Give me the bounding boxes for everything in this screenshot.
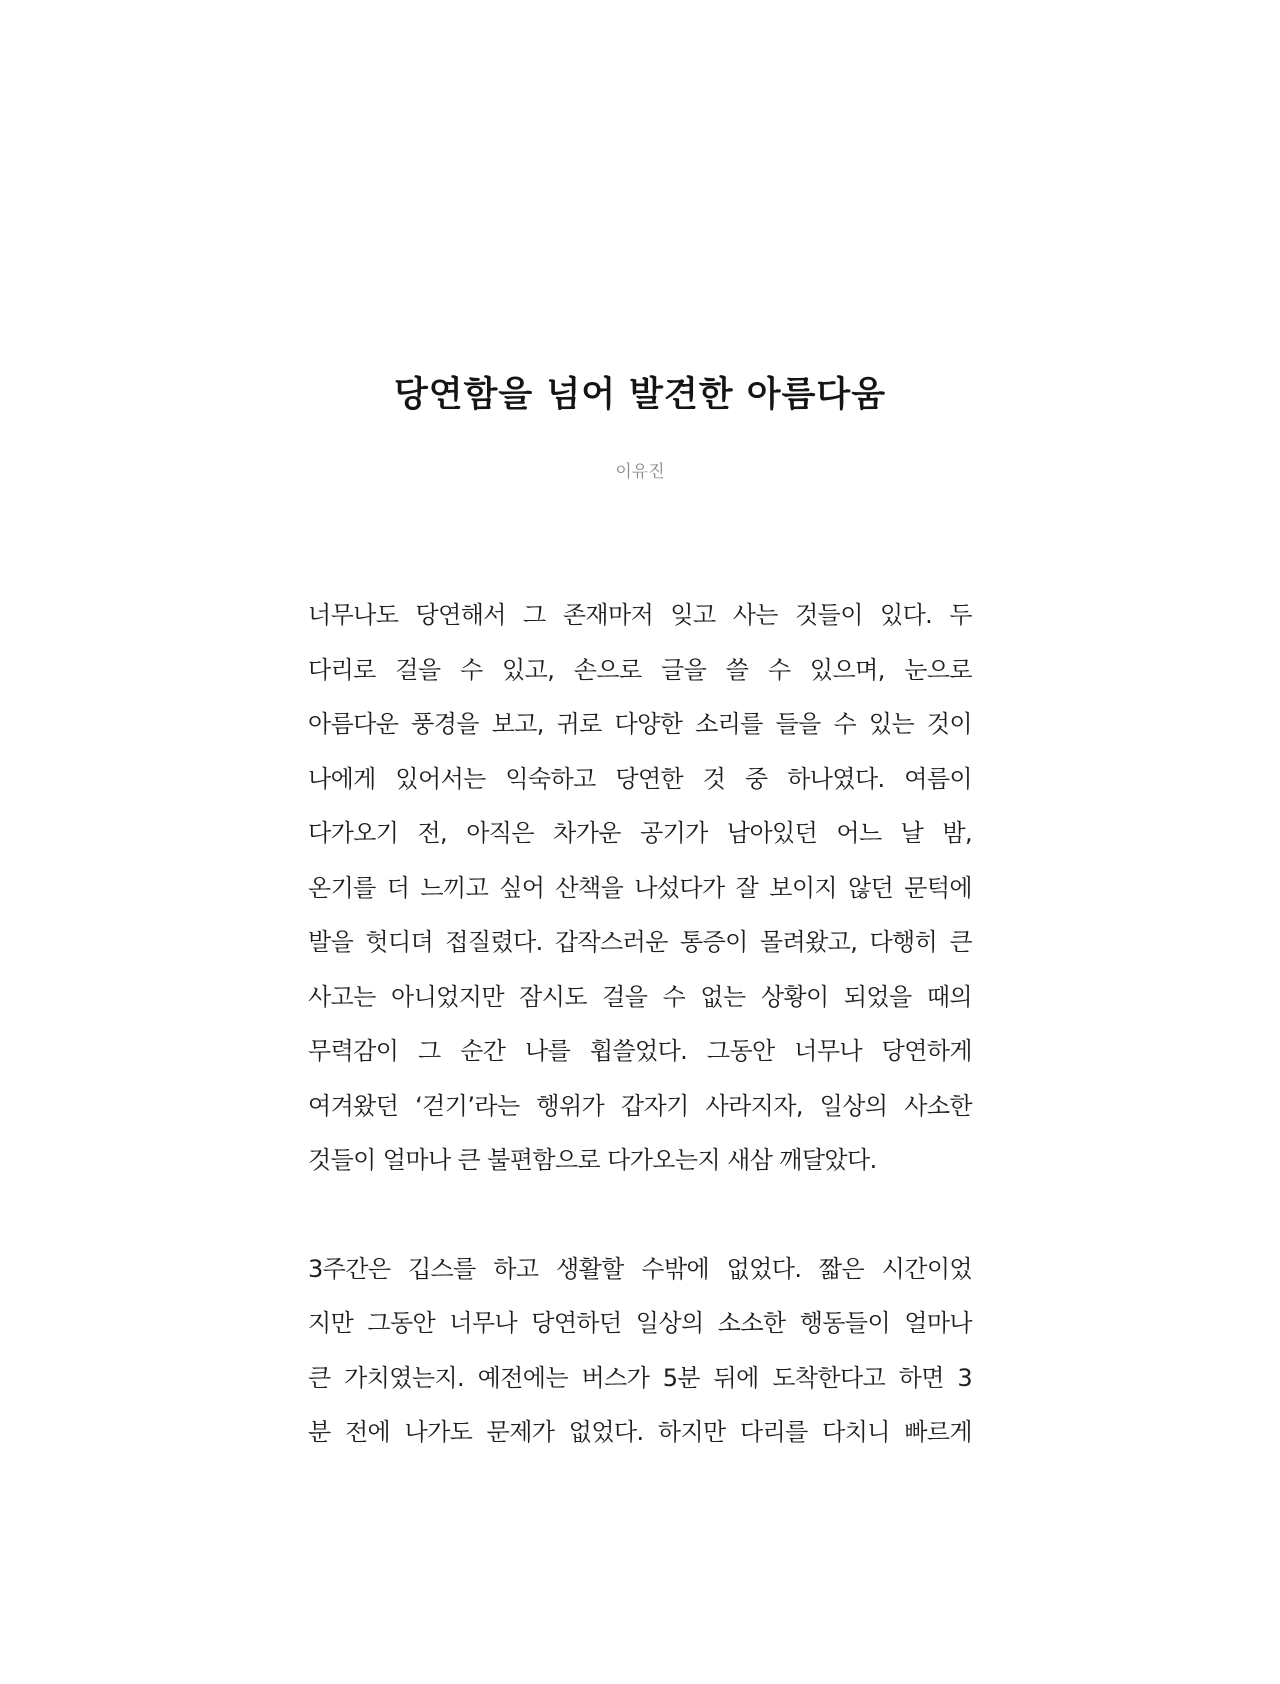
text-line: 3주간은 깁스를 하고 생활할 수밖에 없었다. 짧은 시간이었 (308, 1254, 972, 1283)
text-line: 큰 가치였는지. 예전에는 버스가 5분 뒤에 도착한다고 하면 3 (308, 1363, 972, 1392)
text-line: 나에게 있어서는 익숙하고 당연한 것 중 하나였다. 여름이 (308, 764, 972, 793)
text-line: 분 전에 나가도 문제가 없었다. 하지만 다리를 다치니 빠르게 (308, 1418, 972, 1446)
text-line: 여겨왔던 ‘걷기’라는 행위가 갑자기 사라지자, 일상의 사소한 (308, 1091, 972, 1120)
document-title: 당연함을 넘어 발견한 아름다움 (393, 375, 887, 415)
text-line: 아름다운 풍경을 보고, 귀로 다양한 소리를 들을 수 있는 것이 (308, 710, 972, 738)
text-line: 발을 헛디뎌 접질렸다. 갑작스러운 통증이 몰려왔고, 다행히 큰 (308, 928, 972, 956)
text-line: 다가오기 전, 아직은 차가운 공기가 남아있던 어느 날 밤, (308, 819, 972, 847)
text-line: 너무나도 당연해서 그 존재마저 잊고 사는 것들이 있다. 두 (308, 601, 972, 629)
author-name: 이유진 (615, 462, 665, 482)
text-line: 온기를 더 느끼고 싶어 산책을 나섰다가 잘 보이지 않던 문턱에 (308, 873, 972, 902)
text-line: 사고는 아니었지만 잠시도 걸을 수 없는 상황이 되었을 때의 (308, 982, 972, 1011)
text-line: 다리로 걸을 수 있고, 손으로 글을 쓸 수 있으며, 눈으로 (308, 655, 972, 684)
text-line: 지만 그동안 너무나 당연하던 일상의 소소한 행동들이 얼마나 (308, 1309, 972, 1337)
text-line: 것들이 얼마나 큰 불편함으로 다가오는지 새삼 깨달았다. (308, 1146, 877, 1174)
paragraph-1 (308, 588, 972, 1188)
paragraph-2 (308, 1242, 972, 1460)
text-line: 무력감이 그 순간 나를 휩쓸었다. 그동안 너무나 당연하게 (308, 1037, 972, 1065)
document-body (308, 588, 972, 1460)
